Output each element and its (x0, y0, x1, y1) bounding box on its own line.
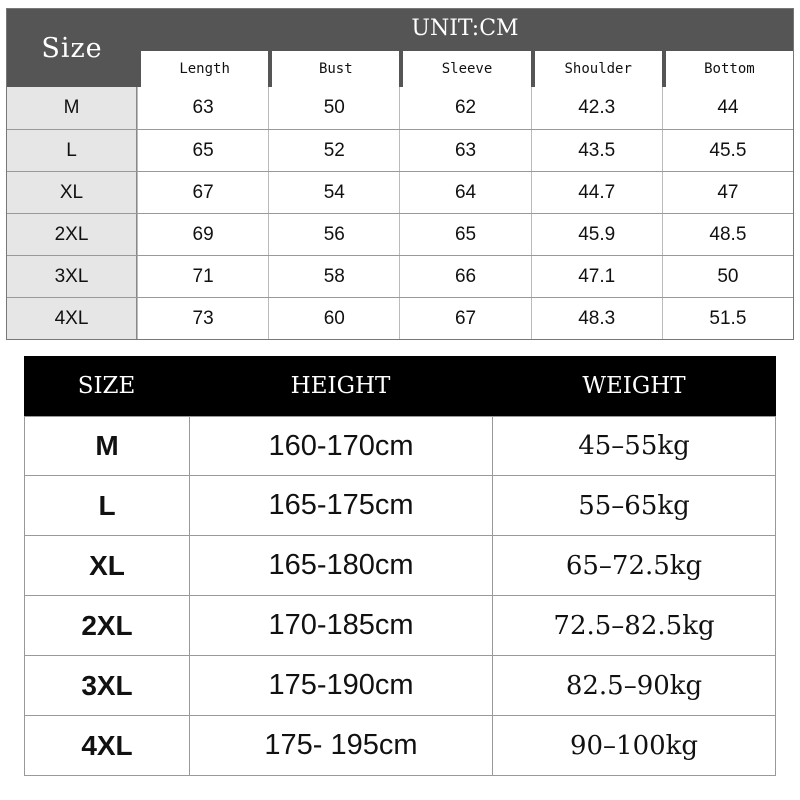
sleeve-value: 62 (399, 87, 530, 129)
sleeve-value: 63 (399, 130, 530, 171)
table-row (7, 87, 793, 129)
fit-guide-body (24, 416, 776, 776)
fit-guide-header (24, 356, 776, 416)
length-value: 67 (137, 172, 268, 213)
measurement-table (6, 8, 794, 340)
sleeve-value: 67 (399, 298, 530, 339)
size-label: 4XL (25, 716, 190, 775)
weight-range: 45–55kg (578, 431, 690, 461)
size-label: M (7, 87, 137, 129)
bust-value: 60 (268, 298, 399, 339)
bust-value: 52 (268, 130, 399, 171)
bottom-value: 51.5 (662, 298, 793, 339)
sleeve-value: 65 (399, 214, 530, 255)
bust-value: 54 (268, 172, 399, 213)
column-header-bottom: Bottom (666, 51, 793, 87)
height-range: 175-190cm (190, 656, 493, 715)
bottom-value: 50 (662, 256, 793, 297)
bust-value: 50 (268, 87, 399, 129)
length-value: 71 (137, 256, 268, 297)
size-label: 3XL (25, 656, 190, 715)
shoulder-value: 43.5 (531, 130, 662, 171)
sleeve-value: 64 (399, 172, 530, 213)
bust-value: 58 (268, 256, 399, 297)
bottom-value: 44 (662, 87, 793, 129)
height-range: 170-185cm (190, 596, 493, 655)
size-label: 2XL (7, 214, 137, 255)
unit-header: UNIT:CM (137, 9, 793, 47)
fit-guide-table (24, 356, 776, 776)
table-row (25, 656, 775, 716)
table-row (25, 416, 775, 476)
table-row (7, 213, 793, 255)
table-row (7, 255, 793, 297)
table-row (7, 129, 793, 171)
size-label: 4XL (7, 298, 137, 339)
measurement-column-headers (137, 47, 793, 87)
shoulder-value: 44.7 (531, 172, 662, 213)
shoulder-value: 48.3 (531, 298, 662, 339)
shoulder-value: 45.9 (531, 214, 662, 255)
height-range: 175- 195cm (190, 716, 493, 775)
length-value: 69 (137, 214, 268, 255)
column-header-sleeve: Sleeve (403, 51, 530, 87)
shoulder-value: 42.3 (531, 87, 662, 129)
shoulder-value: 47.1 (531, 256, 662, 297)
bottom-value: 47 (662, 172, 793, 213)
size-label: XL (25, 536, 190, 595)
length-value: 65 (137, 130, 268, 171)
weight-range: 82.5–90kg (565, 670, 703, 701)
size-label: M (25, 417, 190, 475)
column-header-bust: Bust (272, 51, 399, 87)
size-label: 2XL (25, 596, 190, 655)
size-label: 3XL (7, 256, 137, 297)
length-value: 63 (137, 87, 268, 129)
size-label: L (25, 476, 190, 535)
table-row (7, 297, 793, 339)
height-range: 165-175cm (190, 476, 493, 535)
sleeve-value: 66 (399, 256, 530, 297)
height-range: 160-170cm (190, 417, 493, 475)
weight-column-header: WEIGHT (582, 373, 686, 399)
column-header-length: Length (141, 51, 268, 87)
size-column-header: Size (7, 9, 137, 87)
size-column-header: SIZE (77, 373, 136, 399)
size-label: L (7, 130, 137, 171)
bottom-value: 48.5 (662, 214, 793, 255)
bust-value: 56 (268, 214, 399, 255)
table-row (25, 716, 775, 776)
weight-range: 65–72.5kg (565, 550, 703, 581)
bottom-value: 45.5 (662, 130, 793, 171)
table-row (7, 171, 793, 213)
column-header-shoulder: Shoulder (535, 51, 662, 87)
height-column-header: HEIGHT (290, 373, 391, 399)
table-row (25, 536, 775, 596)
length-value: 73 (137, 298, 268, 339)
weight-range: 55–65kg (578, 490, 690, 521)
table-row (25, 596, 775, 656)
height-range: 165-180cm (190, 536, 493, 595)
weight-range: 72.5–82.5kg (553, 610, 715, 641)
measurement-table-body (7, 87, 793, 339)
size-label: XL (7, 172, 137, 213)
table-row (25, 476, 775, 536)
weight-range: 90–100kg (569, 730, 699, 761)
